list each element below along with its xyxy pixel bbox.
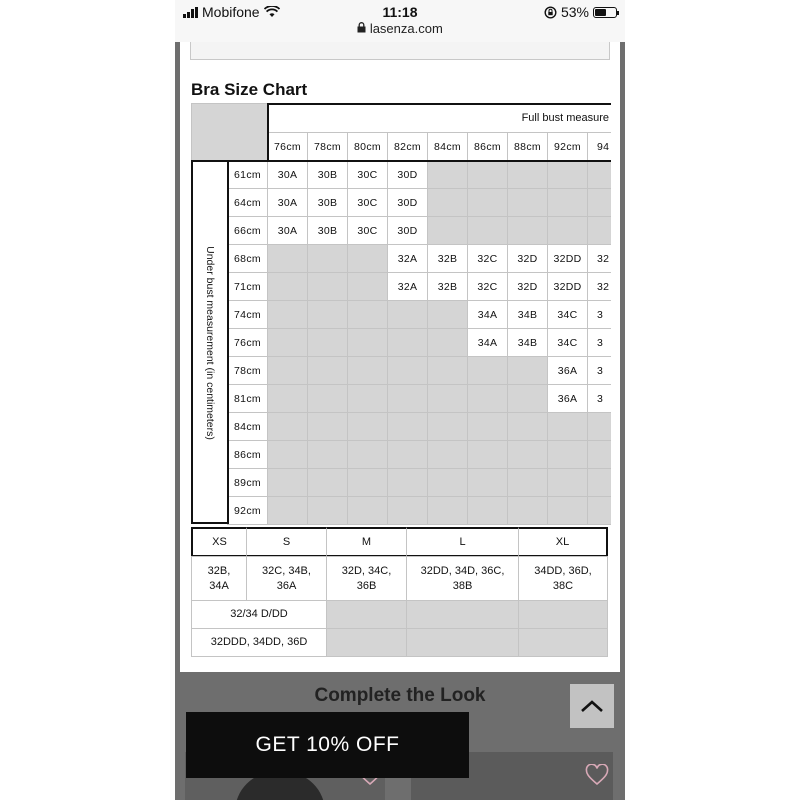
letter-header-xs: XS [191, 527, 247, 557]
empty-size-cell [347, 328, 388, 357]
size-cell: 30C [347, 188, 388, 217]
complete-the-look-heading: Complete the Look [314, 685, 486, 706]
header-left-rule [267, 103, 269, 161]
empty-size-cell [387, 496, 428, 525]
empty-size-cell [427, 216, 468, 245]
size-cell: 34A [467, 328, 508, 357]
under-bust-row-label: 66cm [227, 216, 268, 245]
empty-size-cell [507, 412, 548, 441]
size-cell: 32B [427, 244, 468, 273]
empty-size-cell [307, 272, 348, 301]
empty-size-cell [427, 440, 468, 469]
empty-size-cell [347, 272, 388, 301]
empty-size-cell [467, 496, 508, 525]
under-bust-row-label: 74cm [227, 300, 268, 329]
empty-size-cell [427, 188, 468, 217]
size-chart-modal [180, 42, 620, 672]
empty-size-cell [347, 440, 388, 469]
header-top-rule [267, 103, 611, 105]
empty-size-cell [587, 216, 611, 245]
empty-size-cell [587, 412, 611, 441]
size-cell: 30B [307, 216, 348, 245]
under-bust-row-label: 86cm [227, 440, 268, 469]
empty-size-cell [427, 384, 468, 413]
empty-size-cell [547, 216, 588, 245]
size-cell: 32 [587, 244, 611, 273]
under-bust-row-label: 81cm [227, 384, 268, 413]
size-cell: 3 [587, 300, 611, 329]
empty-size-cell [307, 496, 348, 525]
empty-size-cell [467, 188, 508, 217]
url-text: lasenza.com [369, 21, 443, 36]
size-cell: 32DD [547, 244, 588, 273]
empty-size-cell [467, 468, 508, 497]
left-rule [191, 160, 193, 524]
under-bust-row-label: 61cm [227, 160, 268, 189]
empty-size-cell [427, 160, 468, 189]
empty-size-cell [467, 440, 508, 469]
empty-size-cell [307, 384, 348, 413]
under-bust-row-label: 68cm [227, 244, 268, 273]
letter-header-s: S [246, 527, 327, 557]
size-cell: 32 [587, 272, 611, 301]
empty-size-cell [267, 384, 308, 413]
empty-size-cell [387, 468, 428, 497]
size-cell: 30B [307, 160, 348, 189]
letter-size-l: 32DD, 34D, 36C, 38B [406, 556, 519, 601]
empty-size-cell [387, 356, 428, 385]
address-bar[interactable] [175, 21, 625, 36]
letter-header-l: L [406, 527, 519, 557]
empty-size-cell [547, 496, 588, 525]
under-bust-label: Under bust measurement (in centimeters) [204, 245, 216, 440]
bust-column-header: 80cm [347, 132, 388, 162]
heart-icon[interactable] [585, 764, 609, 786]
bra-size-chart [191, 103, 611, 566]
empty-size-cell [307, 244, 348, 273]
empty-size-cell [467, 216, 508, 245]
bust-column-header: 88cm [507, 132, 548, 162]
bust-column-header: 82cm [387, 132, 428, 162]
empty-size-cell [427, 496, 468, 525]
scroll-top-button[interactable] [570, 684, 614, 728]
letter-header-xl: XL [518, 527, 608, 557]
empty-size-cell [587, 160, 611, 189]
empty-size-cell [347, 496, 388, 525]
under-bust-row-label: 64cm [227, 188, 268, 217]
empty-size-cell [427, 412, 468, 441]
size-cell: 34B [507, 300, 548, 329]
extra-row-2-empty [406, 628, 519, 657]
under-bust-row-label: 89cm [227, 468, 268, 497]
under-bust-row-label: 76cm [227, 328, 268, 357]
size-cell: 32DD [547, 272, 588, 301]
empty-size-cell [587, 468, 611, 497]
bust-column-header: 92cm [547, 132, 588, 162]
empty-size-cell [507, 496, 548, 525]
size-cell: 30D [387, 188, 428, 217]
letter-size-m: 32D, 34C, 36B [326, 556, 407, 601]
empty-size-cell [347, 300, 388, 329]
empty-size-cell [387, 384, 428, 413]
empty-size-cell [387, 412, 428, 441]
empty-size-cell [507, 216, 548, 245]
extra-size-row-2: 32DDD, 34DD, 36D [191, 628, 327, 657]
rotation-lock-icon [544, 6, 557, 19]
under-bust-row-label: 92cm [227, 496, 268, 525]
size-cell: 32C [467, 272, 508, 301]
under-bust-row-label: 84cm [227, 412, 268, 441]
empty-size-cell [547, 412, 588, 441]
empty-size-cell [307, 440, 348, 469]
full-bust-label: Full bust measure [521, 112, 609, 124]
letter-size-xl: 34DD, 36D, 38C [518, 556, 608, 601]
empty-size-cell [307, 356, 348, 385]
empty-size-cell [467, 412, 508, 441]
empty-size-cell [547, 188, 588, 217]
empty-size-cell [507, 468, 548, 497]
letter-header-m: M [326, 527, 407, 557]
size-cell: 30C [347, 216, 388, 245]
bust-column-header: 94 [587, 132, 611, 162]
lock-icon [357, 22, 366, 33]
extra-row-2-empty [518, 628, 608, 657]
size-cell: 36A [547, 384, 588, 413]
size-cell: 30B [307, 188, 348, 217]
empty-size-cell [347, 412, 388, 441]
header-bottom-rule [191, 160, 611, 162]
battery-icon [593, 7, 617, 18]
bust-column-header: 78cm [307, 132, 348, 162]
empty-size-cell [587, 188, 611, 217]
empty-size-cell [547, 160, 588, 189]
size-cell: 32D [507, 244, 548, 273]
empty-size-cell [307, 468, 348, 497]
size-cell: 30C [347, 160, 388, 189]
letter-size-xs: 32B, 34A [191, 556, 247, 601]
size-cell: 34C [547, 328, 588, 357]
empty-size-cell [427, 468, 468, 497]
empty-size-cell [387, 328, 428, 357]
empty-size-cell [507, 188, 548, 217]
previous-section-box [190, 42, 610, 60]
extra-row-2-empty [326, 628, 407, 657]
empty-size-cell [307, 300, 348, 329]
bottom-rule [191, 522, 229, 524]
empty-size-cell [507, 384, 548, 413]
extra-size-row-1: 32/34 D/DD [191, 600, 327, 629]
under-bust-row-label: 71cm [227, 272, 268, 301]
empty-size-cell [267, 328, 308, 357]
extra-row-1-empty [406, 600, 519, 629]
empty-size-cell [267, 356, 308, 385]
letter-size-s: 32C, 34B, 36A [246, 556, 327, 601]
empty-size-cell [387, 440, 428, 469]
empty-size-cell [467, 160, 508, 189]
bust-column-header: 86cm [467, 132, 508, 162]
empty-size-cell [307, 328, 348, 357]
empty-size-cell [587, 496, 611, 525]
empty-size-cell [427, 328, 468, 357]
size-cell: 3 [587, 356, 611, 385]
size-cell: 34B [507, 328, 548, 357]
size-cell: 34A [467, 300, 508, 329]
chart-title: Bra Size Chart [191, 80, 308, 99]
corner-cell [191, 103, 269, 161]
empty-size-cell [267, 412, 308, 441]
empty-size-cell [547, 468, 588, 497]
empty-size-cell [347, 468, 388, 497]
empty-size-cell [347, 384, 388, 413]
carrier-name: Mobifone [202, 4, 260, 20]
size-cell: 32D [507, 272, 548, 301]
empty-size-cell [267, 300, 308, 329]
size-cell: 32B [427, 272, 468, 301]
phone-screen [175, 0, 625, 800]
size-cell: 3 [587, 384, 611, 413]
empty-size-cell [307, 412, 348, 441]
letter-size-table [191, 527, 611, 667]
empty-size-cell [507, 356, 548, 385]
status-time: 11:18 [382, 4, 418, 20]
size-cell: 30D [387, 216, 428, 245]
bust-column-header: 76cm [267, 132, 308, 162]
empty-size-cell [427, 300, 468, 329]
battery-info [544, 4, 617, 20]
under-bust-label-wrap [191, 161, 229, 524]
size-cell: 34C [547, 300, 588, 329]
battery-percent: 53% [560, 4, 589, 20]
empty-size-cell [347, 356, 388, 385]
extra-row-1-empty [518, 600, 608, 629]
size-cell: 36A [547, 356, 588, 385]
empty-size-cell [267, 468, 308, 497]
empty-size-cell [347, 244, 388, 273]
chevron-up-icon [580, 699, 604, 713]
under-bust-row-label: 78cm [227, 356, 268, 385]
size-cell: 32A [387, 272, 428, 301]
size-cell: 32A [387, 244, 428, 273]
empty-size-cell [467, 384, 508, 413]
side-rule [227, 160, 229, 524]
empty-size-cell [267, 440, 308, 469]
empty-size-cell [507, 440, 548, 469]
empty-size-cell [547, 440, 588, 469]
size-cell: 30D [387, 160, 428, 189]
extra-row-1-empty [326, 600, 407, 629]
status-bar [175, 0, 625, 42]
empty-size-cell [267, 496, 308, 525]
size-cell: 32C [467, 244, 508, 273]
empty-size-cell [427, 356, 468, 385]
empty-size-cell [267, 272, 308, 301]
get-discount-button[interactable]: GET 10% OFF [186, 712, 469, 778]
empty-size-cell [267, 244, 308, 273]
size-cell: 3 [587, 328, 611, 357]
size-cell: 30A [267, 160, 308, 189]
bust-column-header: 84cm [427, 132, 468, 162]
empty-size-cell [507, 160, 548, 189]
size-cell: 30A [267, 188, 308, 217]
empty-size-cell [587, 440, 611, 469]
size-cell: 30A [267, 216, 308, 245]
empty-size-cell [387, 300, 428, 329]
empty-size-cell [467, 356, 508, 385]
